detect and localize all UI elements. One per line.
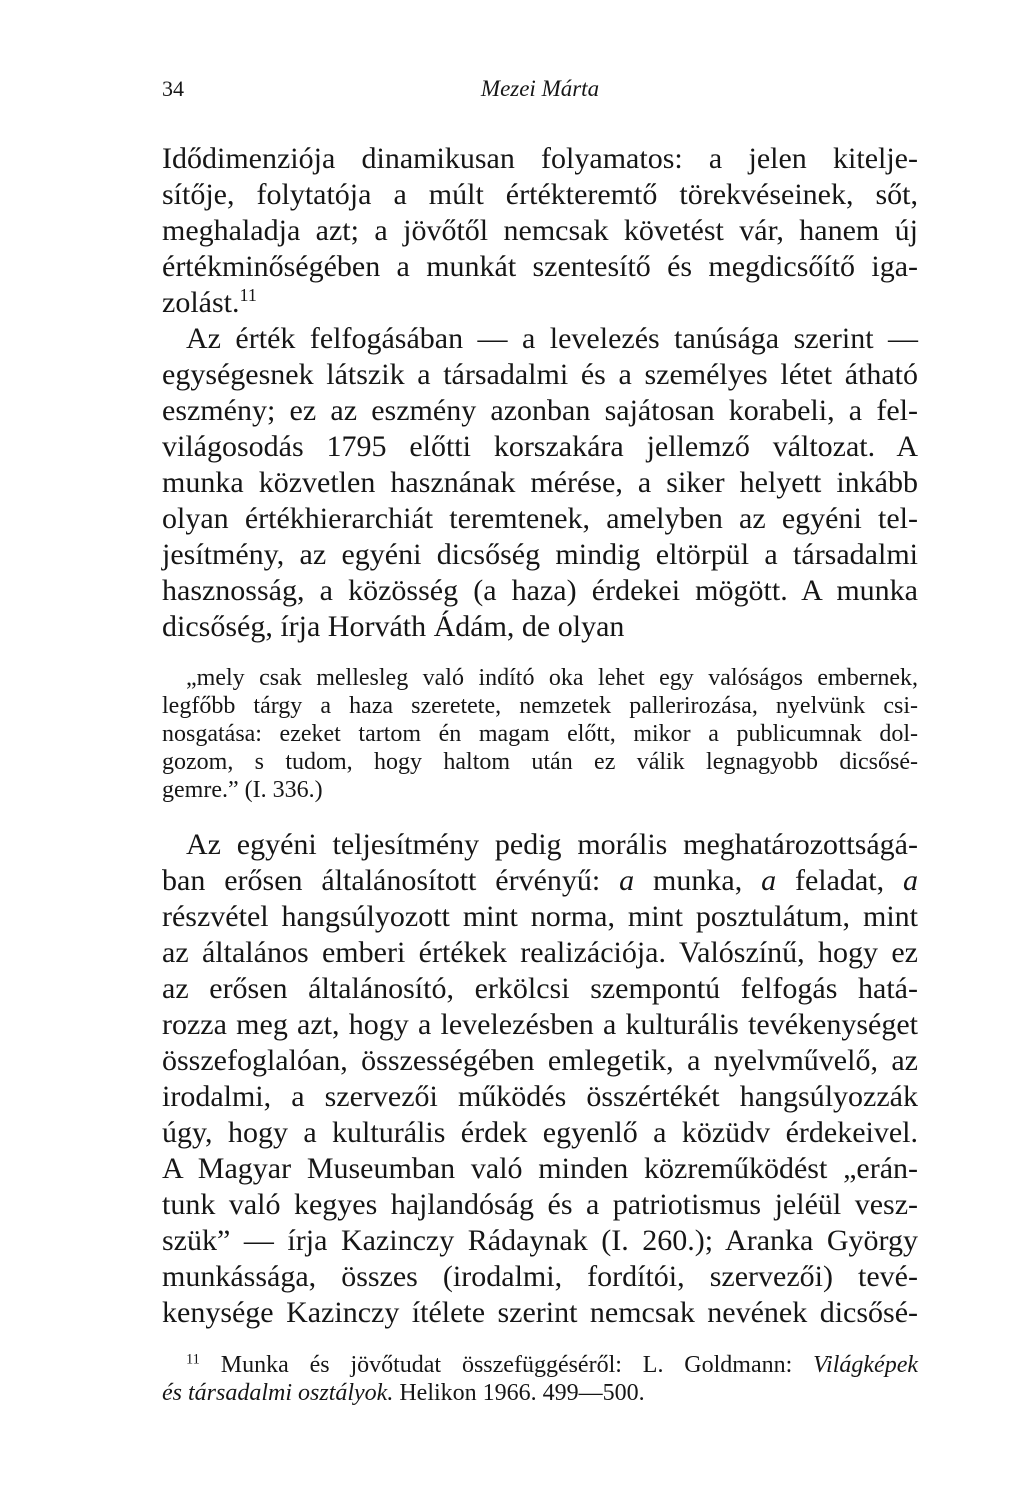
page-number: 34 xyxy=(162,76,184,101)
body-line: hasznosság, a közösség (a haza) érdekei mögött. A munka xyxy=(162,574,918,607)
body-line: munkássága, összes (irodalmi, fordítói, szervezői) tevé- xyxy=(162,1260,918,1293)
body-line: jesítmény, az egyéni dicsőség mindig eltörpül a társadalmi xyxy=(162,538,918,571)
body-line xyxy=(162,863,918,899)
body-line: értékminőségében a munkát szentesítő és megdicsőítő iga- xyxy=(162,250,918,283)
page-header xyxy=(162,76,918,110)
body-line: rozza meg azt, hogy a levelezésben a kulturális tevékenységet xyxy=(162,1008,918,1041)
body-line: sítője, folytatója a múlt értékteremtő törekvéseinek, sőt, xyxy=(162,178,918,211)
body-line: szük” — írja Kazinczy Rádaynak (I. 260.); Aranka György xyxy=(162,1224,918,1257)
emphasis-text: a xyxy=(761,864,777,897)
emphasis-text: a xyxy=(619,864,635,897)
body-line: Idődimenziója dinamikusan folyamatos: a jelen kitelje- xyxy=(162,142,918,175)
quote-line: gemre.” (I. 336.) xyxy=(162,777,323,803)
body-line: meghaladja azt; a jövőtől nemcsak követést vár, hanem új xyxy=(162,214,918,247)
body-line: kenysége Kazinczy ítélete szerint nemcsak nevének dicsősé- xyxy=(162,1296,918,1329)
body-line: úgy, hogy a kulturális érdek egyenlő a közüdv érdekeivel. xyxy=(162,1116,918,1149)
quote-line: nosgatása: ezeket tartom én magam előtt, mikor a publicumnak dol- xyxy=(162,721,918,747)
body-line: összefoglalóan, összességében emlegetik, a nyelvművelő, az xyxy=(162,1044,918,1077)
body-text: ban erősen általánosított érvényű: xyxy=(162,864,620,897)
body-line: világosodás 1795 előtti korszakára jellemző változat. A xyxy=(162,430,918,463)
body-line: tunk való kegyes hajlandóság és a patriotismus jeléül vesz- xyxy=(162,1188,918,1221)
footnote-text: Helikon 1966. 499—500. xyxy=(393,1380,645,1406)
emphasis-text: a xyxy=(903,864,918,897)
body-line: Az érték felfogásában — a levelezés tanúsága szerint — xyxy=(186,322,918,355)
body-line: dicsőség, írja Horváth Ádám, de olyan xyxy=(162,610,625,643)
footnote-reference: 11 xyxy=(239,285,257,306)
body-line: az erősen általánosító, erkölcsi szempontú felfogás hatá- xyxy=(162,972,918,1005)
body-line: A Magyar Museumban való minden közreműködést „erán- xyxy=(162,1152,918,1185)
body-line: olyan értékhierarchiát teremtenek, amelyben az egyéni tel- xyxy=(162,502,918,535)
body-line: eszmény; ez az eszmény azonban sajátosan korabeli, a fel- xyxy=(162,394,918,427)
running-title: Mezei Márta xyxy=(480,76,600,101)
body-text: munka, xyxy=(634,864,762,897)
body-line xyxy=(162,285,918,321)
body-line: munka közvetlen hasznának mérése, a siker helyett inkább xyxy=(162,466,918,499)
body-text: feladat, xyxy=(776,864,903,897)
body-line: Az egyéni teljesítmény pedig morális meghatározottságá- xyxy=(186,828,918,861)
footnote-line xyxy=(162,1379,918,1407)
footnote-title: Világképek xyxy=(813,1352,918,1378)
body-text: zolást. xyxy=(162,286,240,319)
footnote-line xyxy=(186,1351,918,1379)
footnote-number: 11 xyxy=(186,1351,200,1368)
body-line: egységesnek látszik a társadalmi és a személyes létet átható xyxy=(162,358,918,391)
footnote-title: és társadalmi osztályok. xyxy=(162,1380,394,1406)
quote-line: legfőbb tárgy a haza szeretete, nemzetek pallerirozása, nyelvünk csi- xyxy=(162,693,918,719)
body-line: az általános emberi értékek realizációja. Valószínű, hogy ez xyxy=(162,936,918,969)
quote-line: gozom, s tudom, hogy haltom után ez válik legnagyobb dicsősé- xyxy=(162,749,918,775)
quote-line: „mely csak mellesleg való indító oka lehet egy valóságos embernek, xyxy=(186,665,918,691)
body-line: irodalmi, a szervezői működés összértékét hangsúlyozzák xyxy=(162,1080,918,1113)
footnote-text: Munka és jövőtudat összefüggéséről: L. Goldmann: xyxy=(199,1352,814,1378)
body-line: részvétel hangsúlyozott mint norma, mint posztulátum, mint xyxy=(162,900,918,933)
